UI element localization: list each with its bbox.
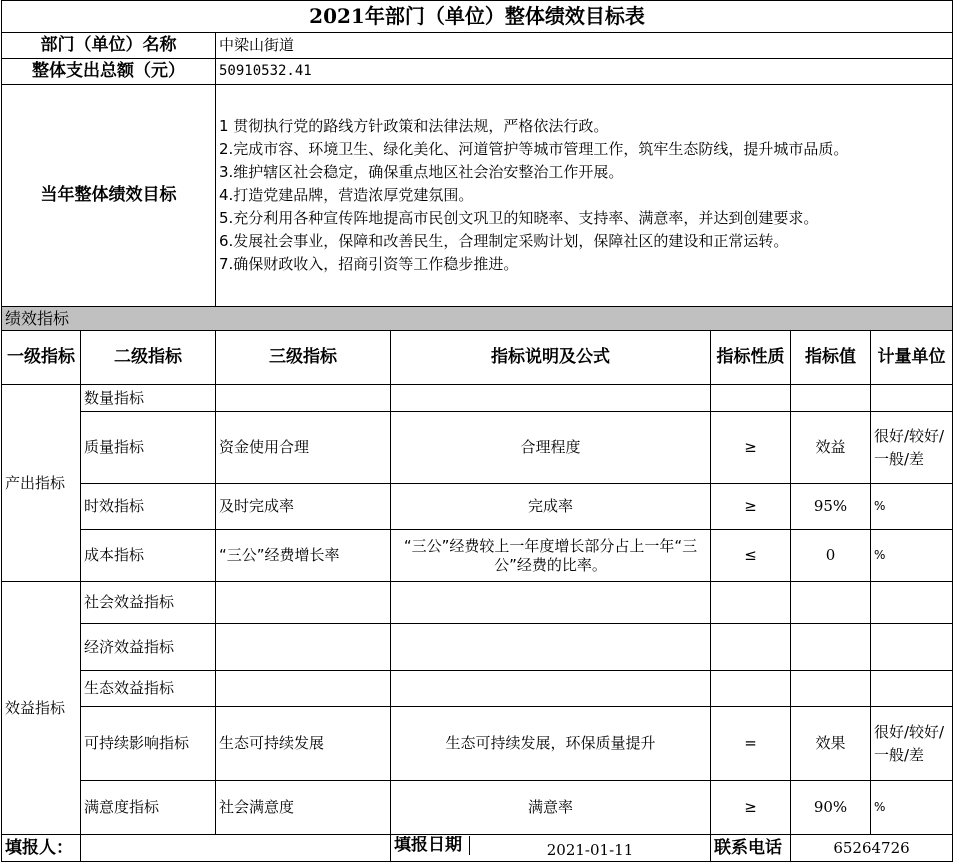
nature-cell: ≤ [711,530,791,582]
desc-cell: 满意率 [391,781,711,835]
table-row [2,624,953,671]
table-row [2,781,953,835]
unit-cell: % [871,530,953,582]
goal-item: 7.确保财政收入，招商引资等工作稳步推进。 [219,255,519,273]
header-value: 指标值 [791,331,871,385]
level2-cell: 满意度指标 [81,781,216,835]
value-cell [791,582,871,624]
table-title: 2021年部门（单位）整体绩效目标表 [2,1,953,33]
unit-cell [871,582,953,624]
filler-label: 填报人： [2,835,81,862]
value-cell [791,624,871,671]
value-cell [791,385,871,412]
desc-cell [391,582,711,624]
value-cell: 效果 [791,707,871,781]
desc-cell: “三公”经费较上一年度增长部分占上一年“三公”经费的比率。 [391,530,711,582]
unit-cell: % [871,781,953,835]
desc-cell: 合理程度 [391,412,711,484]
unit-cell: 很好/较好/一般/差 [871,412,953,484]
total-value: 50910532.41 [216,59,953,85]
level3-cell: “三公”经费增长率 [216,530,391,582]
goal-item: 6.发展社会事业，保障和改善民生，合理制定采购计划，保障社区的建设和正常运转。 [219,232,789,250]
level2-cell: 可持续影响指标 [81,707,216,781]
desc-cell: 生态可持续发展，环保质量提升 [391,707,711,781]
level3-cell: 生态可持续发展 [216,707,391,781]
value-cell: 90% [791,781,871,835]
dept-label: 部门（单位）名称 [2,33,216,59]
level3-cell: 社会满意度 [216,781,391,835]
nature-cell [711,671,791,707]
filler-value [81,835,391,862]
desc-cell: 完成率 [391,484,711,530]
goal-item: 3.维护辖区社会稳定，确保重点地区社会治安整治工作开展。 [219,163,624,181]
goal-item: 5.充分利用各种宣传阵地提高市民创文巩卫的知晓率、支持率、满意率，并达到创建要求。 [219,209,819,227]
value-cell: 效益 [791,412,871,484]
header-desc: 指标说明及公式 [391,331,711,385]
level2-cell: 生态效益指标 [81,671,216,707]
dept-value: 中梁山街道 [216,33,953,59]
level3-cell [216,385,391,412]
date-label: 填报日期 [391,836,470,855]
level3-cell [216,624,391,671]
unit-cell: % [871,484,953,530]
goals-label: 当年整体绩效目标 [2,85,216,307]
table-row [2,707,953,781]
desc-cell [391,624,711,671]
desc-cell [391,385,711,412]
goal-item: 1 贯彻执行党的路线方针政策和法律法规，严格依法行政。 [219,117,609,135]
goal-item: 2.完成市容、环境卫生、绿化美化、河道管护等城市管理工作，筑牢生态防线，提升城市品质。 [219,140,849,158]
unit-cell: 很好/较好/一般/差 [871,707,953,781]
desc-cell [391,671,711,707]
level3-cell [216,671,391,707]
performance-goal-table [1,0,953,862]
unit-cell [871,624,953,671]
nature-cell: = [711,707,791,781]
header-level3: 三级指标 [216,331,391,385]
level3-cell [216,582,391,624]
nature-cell: ≥ [711,781,791,835]
goals-list [216,85,953,307]
nature-cell: ≥ [711,484,791,530]
phone-value: 65264726 [791,835,953,862]
date-cell [391,835,711,862]
group-output: 产出指标 [2,385,81,582]
level2-cell: 数量指标 [81,385,216,412]
level2-cell: 经济效益指标 [81,624,216,671]
nature-cell [711,624,791,671]
value-cell: 0 [791,530,871,582]
nature-cell [711,385,791,412]
level2-cell: 时效指标 [81,484,216,530]
unit-cell [871,385,953,412]
level2-cell: 社会效益指标 [81,582,216,624]
phone-label: 联系电话 [711,835,791,862]
value-cell [791,671,871,707]
header-unit: 计量单位 [871,331,953,385]
value-cell: 95% [791,484,871,530]
nature-cell [711,582,791,624]
nature-cell: ≥ [711,412,791,484]
table-row [2,484,953,530]
level3-cell: 资金使用合理 [216,412,391,484]
table-row [2,582,953,624]
goal-item: 4.打造党建品牌，营造浓厚党建氛围。 [219,186,474,204]
date-value: 2021-01-11 [546,841,634,859]
table-row [2,385,953,412]
level2-cell: 成本指标 [81,530,216,582]
footer-row [2,835,953,862]
table-row [2,671,953,707]
header-level2: 二级指标 [81,331,216,385]
unit-cell [871,671,953,707]
header-level1: 一级指标 [2,331,81,385]
header-nature: 指标性质 [711,331,791,385]
level2-cell: 质量指标 [81,412,216,484]
table-row [2,530,953,582]
group-benefit: 效益指标 [2,582,81,835]
section-header: 绩效指标 [2,307,953,331]
total-label: 整体支出总额（元） [2,59,216,85]
level3-cell: 及时完成率 [216,484,391,530]
table-row [2,412,953,484]
